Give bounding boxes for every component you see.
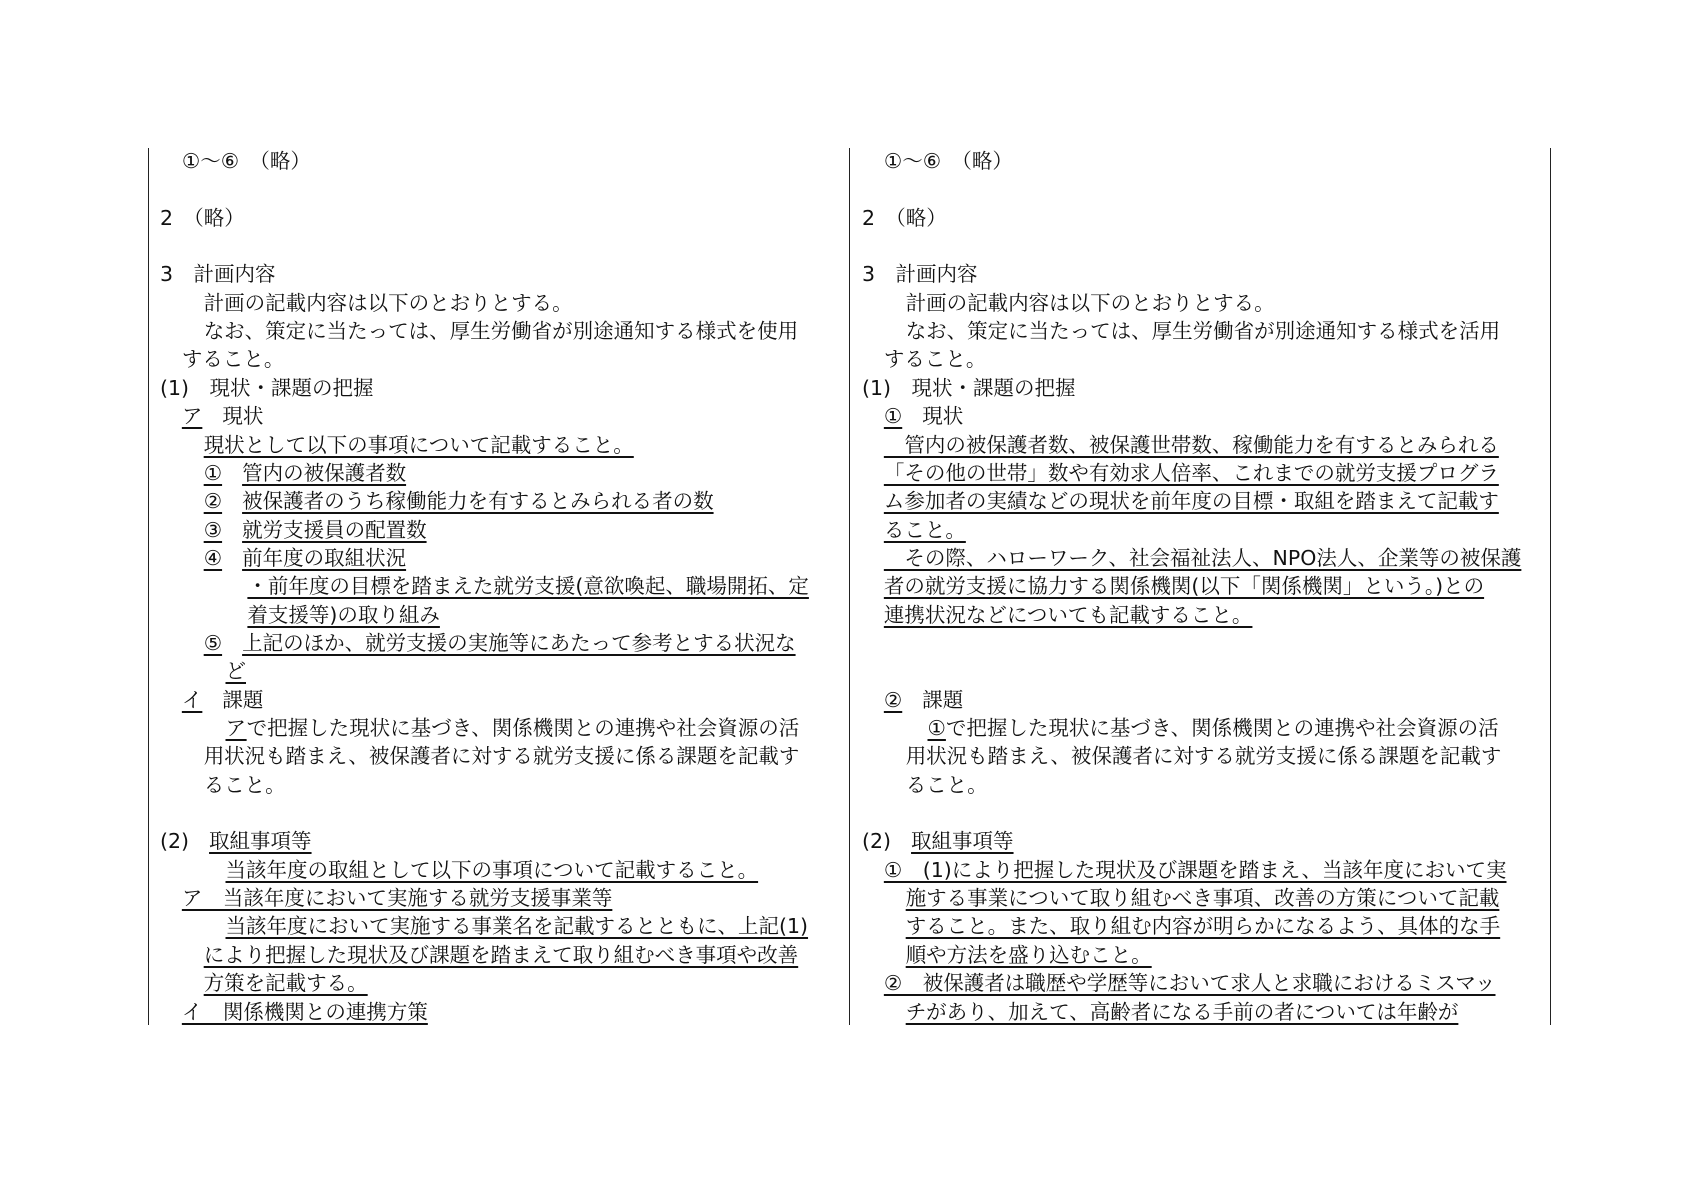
paragraph: なお、策定に当たっては、厚生労働省が別途通知する様式を活用 — [905, 319, 1501, 344]
item-title: 課題 — [222, 687, 264, 712]
list-item: ① (1)により把握した現状及び課題を踏まえ、当該年度において実 — [883, 857, 1507, 882]
paragraph: ること。 — [883, 517, 966, 542]
paragraph: すること。 — [883, 347, 987, 372]
item-mark: ① — [883, 404, 903, 429]
paragraph — [928, 714, 1499, 742]
paragraph: 計画の記載内容は以下のとおりとする。 — [203, 290, 573, 315]
paragraph-text: で把握した現状に基づき、関係機関との連携や社会資源の活 — [246, 716, 800, 740]
item-mark: イ — [181, 687, 203, 712]
paragraph: 当該年度の取組として以下の事項について記載すること。 — [225, 857, 759, 882]
item-a-heading — [182, 402, 264, 430]
paragraph-text: で把握した現状に基づき、関係機関との連携や社会資源の活 — [945, 716, 1499, 740]
subsection-1-heading: (1) 現状・課題の把握 — [862, 375, 1076, 400]
paragraph: 連携状況などについても記載すること。 — [883, 602, 1253, 627]
list-mark: ④ — [203, 545, 223, 570]
list-text: 前年度の取組状況 — [242, 545, 407, 570]
item-mark: ア — [181, 404, 203, 429]
list-item — [204, 516, 427, 544]
section-number: (2) — [862, 829, 892, 854]
list-item — [204, 459, 406, 487]
list-subtext: 着支援等)の取り組み — [247, 602, 440, 627]
list-item — [204, 544, 406, 572]
list-item: ② 被保護者は職歴や学歴等において求人と求職におけるミスマッ — [883, 971, 1496, 996]
column-right — [862, 147, 1542, 1027]
section-title: 取組事項等 — [209, 829, 312, 854]
list-item-cont: すること。また、取り組む内容が明らかになるよう、具体的な手 — [905, 914, 1501, 939]
paragraph: なお、策定に当たっては、厚生労働省が別途通知する様式を使用 — [203, 319, 799, 344]
paragraph: すること。 — [181, 347, 285, 372]
section-number: (2) — [160, 829, 190, 854]
list-item-cont: 順や方法を盛り込むこと。 — [905, 942, 1152, 967]
list-mark: ① — [203, 460, 223, 485]
section-2-heading: 2 （略） — [862, 205, 947, 230]
subsection-2-heading — [160, 827, 312, 855]
list-text: 上記のほか、就労支援の実施等にあたって参考とする状況な — [242, 630, 796, 655]
item-mark: ② — [883, 687, 903, 712]
table-border-right — [1550, 148, 1551, 1025]
paragraph: ム参加者の実績などの現状を前年度の目標・取組を踏まえて記載す — [883, 489, 1499, 514]
paragraph: 現状として以下の事項について記載すること。 — [203, 432, 634, 457]
list-text: 就労支援員の配置数 — [242, 517, 427, 542]
list-subtext: ・前年度の目標を踏まえた就労支援(意欲喚起、職場開拓、定 — [247, 574, 809, 599]
paragraph: 管内の被保護者数、被保護世帯数、稼働能力を有するとみられる — [883, 432, 1499, 457]
paragraph: 方策を記載する。 — [203, 971, 368, 996]
section-3-heading: 3 計画内容 — [160, 262, 276, 287]
list-mark: ② — [203, 489, 223, 514]
item-title: 現状 — [922, 404, 964, 429]
item-heading: ア 当該年度において実施する就労支援事業等 — [181, 886, 613, 911]
paragraph: ること。 — [905, 772, 988, 797]
paragraph: 用状況も踏まえ、被保護者に対する就労支援に係る課題を記載す — [905, 744, 1502, 769]
item-i-heading — [182, 686, 264, 714]
paragraph: 者の就労支援に協力する関係機関(以下「関係機関」という。)との — [883, 574, 1485, 599]
list-subtext: ど — [225, 659, 246, 684]
section-2-heading: 2 （略） — [160, 205, 245, 230]
paragraph: 計画の記載内容は以下のとおりとする。 — [905, 290, 1275, 315]
paragraph: ること。 — [203, 772, 286, 797]
paragraph — [226, 714, 800, 742]
section-title: 取組事項等 — [911, 829, 1014, 854]
paragraph: 当該年度において実施する事業名を記載するとともに、上記(1) — [225, 914, 809, 939]
omitted-items: ①〜⑥ （略） — [181, 149, 311, 173]
item-title: 現状 — [222, 404, 264, 429]
column-left — [160, 147, 840, 1027]
reference-mark: ① — [927, 716, 946, 740]
list-item-cont: チがあり、加えて、高齢者になる手前の者については年齢が — [905, 999, 1459, 1024]
omitted-items: ①〜⑥ （略） — [883, 149, 1013, 173]
list-mark: ⑤ — [203, 630, 223, 655]
list-mark: ③ — [203, 517, 223, 542]
table-border-middle — [849, 148, 850, 1025]
list-item-cont: 施する事業について取り組むべき事項、改善の方策について記載 — [905, 886, 1500, 911]
section-3-heading: 3 計画内容 — [862, 262, 978, 287]
reference-mark: ア — [225, 716, 247, 740]
list-text: 被保護者のうち稼働能力を有するとみられる者の数 — [242, 489, 714, 514]
subsection-2-heading — [862, 827, 1014, 855]
item-title: 課題 — [922, 687, 964, 712]
item-heading: イ 関係機関との連携方策 — [181, 999, 428, 1024]
item-b-heading — [884, 686, 963, 714]
table-border-left — [148, 148, 149, 1025]
paragraph: 「その他の世帯」数や有効求人倍率、これまでの就労支援プログラ — [883, 460, 1499, 485]
list-text: 管内の被保護者数 — [242, 460, 407, 485]
list-item — [204, 629, 796, 657]
paragraph: により把握した現状及び課題を踏まえて取り組むべき事項や改善 — [203, 942, 799, 967]
paragraph: その際、ハローワーク、社会福祉法人、NPO法人、企業等の被保護 — [883, 545, 1522, 570]
list-item — [204, 487, 714, 515]
subsection-1-heading: (1) 現状・課題の把握 — [160, 375, 374, 400]
item-a-heading — [884, 402, 963, 430]
paragraph: 用状況も踏まえ、被保護者に対する就労支援に係る課題を記載す — [203, 744, 800, 769]
